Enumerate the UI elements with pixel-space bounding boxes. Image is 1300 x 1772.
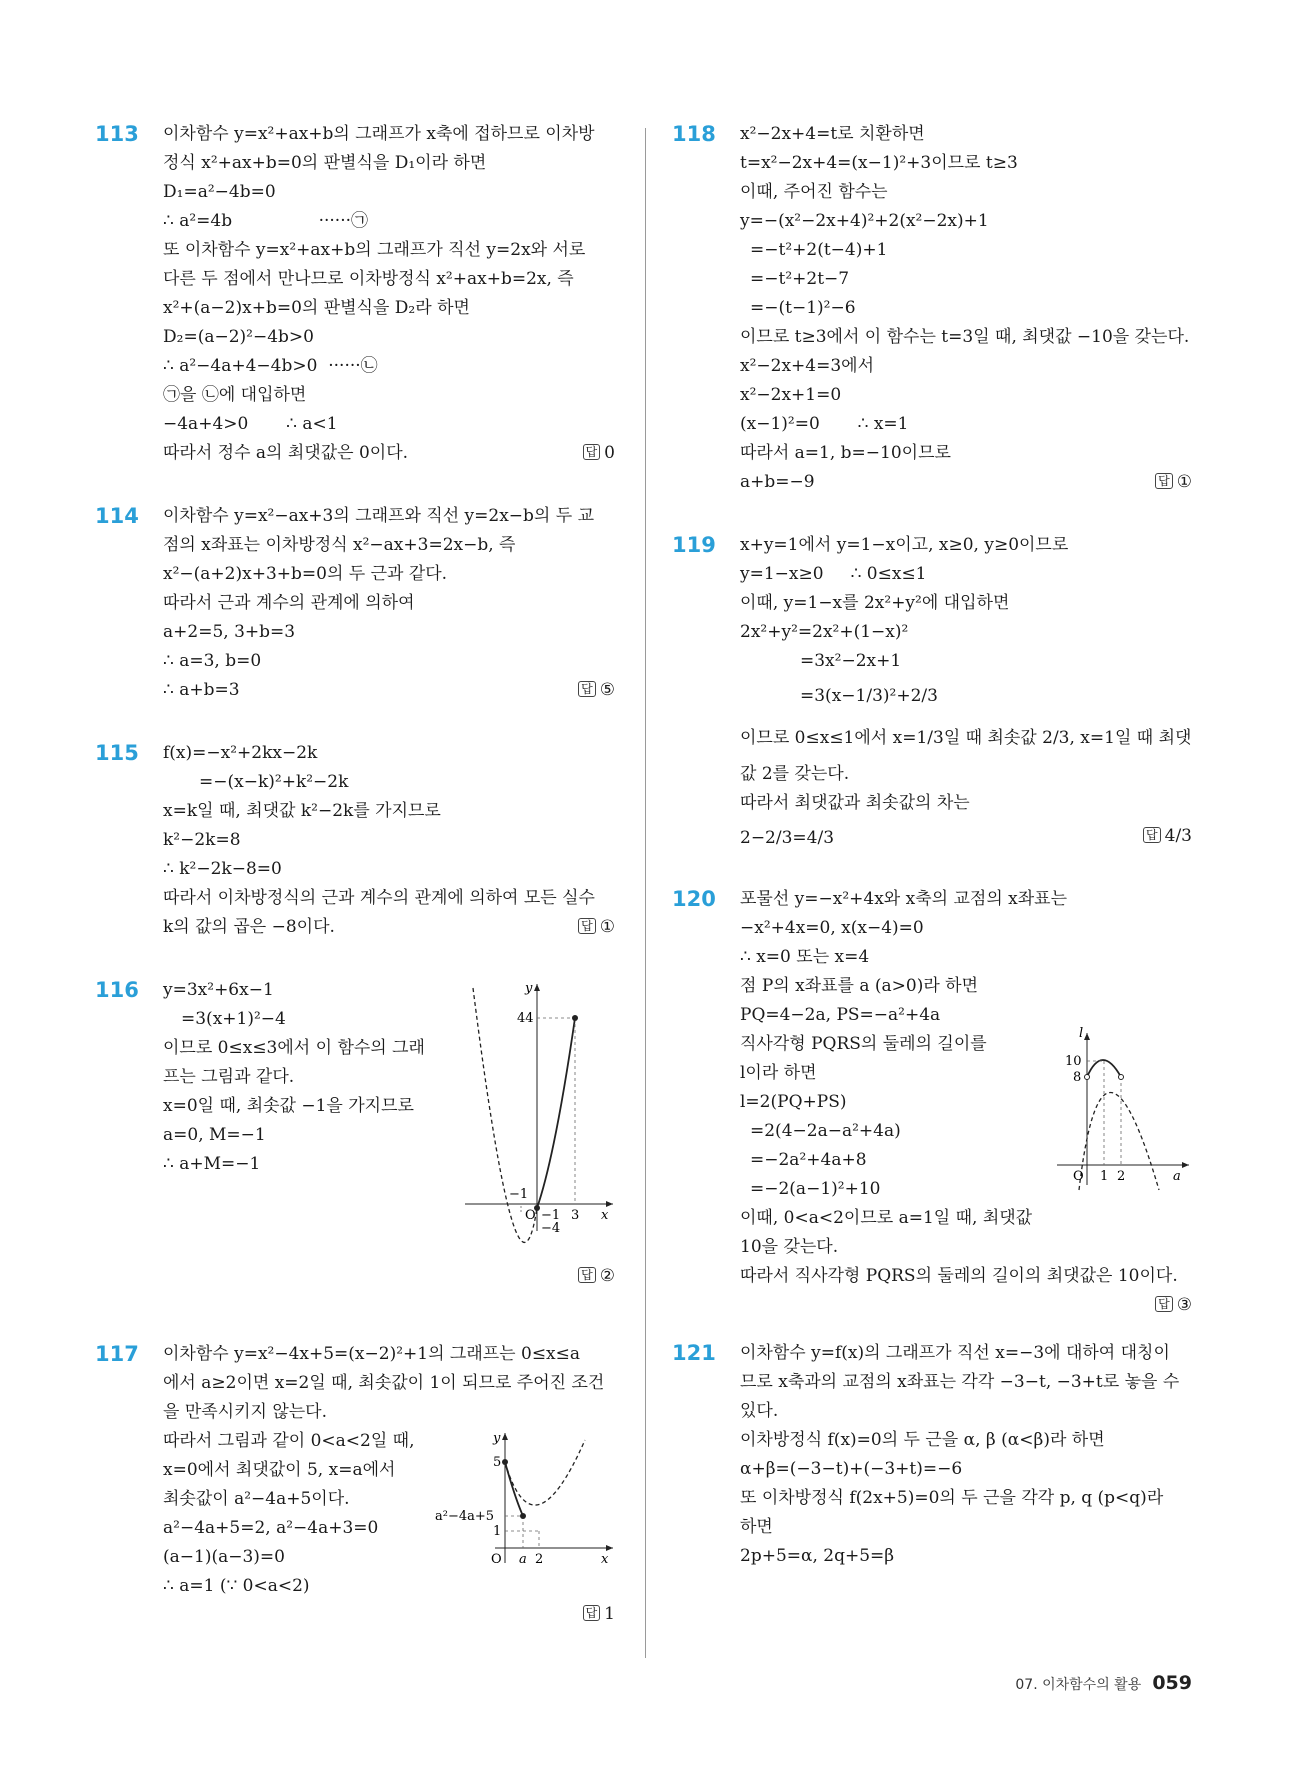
solution-line: 또 이차함수 y=x²+ax+b의 그래프가 직선 y=2x와 서로	[163, 240, 586, 260]
problem-number: 115	[95, 741, 139, 765]
solution-line: 하면	[740, 1517, 773, 1537]
solution-line: 포물선 y=−x²+4x와 x축의 교점의 x좌표는	[740, 889, 1067, 909]
y-axis-arrow-icon	[1084, 1033, 1090, 1040]
solution-line: 따라서 최댓값과 최솟값의 차는	[740, 793, 970, 813]
y-tick-44: 44	[517, 1011, 534, 1026]
solution-line: 따라서 정수 a의 최댓값은 0이다.	[163, 443, 409, 463]
solution-line: 따라서 그림과 같이 0<a<2일 때,	[163, 1431, 415, 1451]
right-column	[672, 120, 1192, 1605]
problem-number: 121	[672, 1341, 716, 1365]
problem-number: 116	[95, 978, 139, 1002]
solution-line: x²+(a−2)x+b=0의 판별식을 D₂라 하면	[163, 298, 470, 318]
y-tick-neg1: −1	[509, 1187, 529, 1202]
graph-117	[435, 1428, 615, 1582]
dashed-parabola	[505, 1440, 585, 1505]
solid-parabola-segment	[537, 1018, 575, 1208]
x-tick-3: 3	[571, 1208, 580, 1223]
answer	[1155, 1291, 1192, 1320]
solution-line: 이때, 주어진 함수는	[740, 182, 888, 202]
solution-line: =−2a²+4a+8	[750, 1150, 867, 1170]
solution-line: ∴ k²−2k−8=0	[163, 859, 282, 879]
page-footer	[1015, 1672, 1192, 1694]
x-tick-2: 2	[535, 1552, 544, 1567]
solution-line: =−t²+2t−7	[750, 269, 850, 289]
solution-line: 있다.	[740, 1401, 779, 1421]
answer	[583, 1600, 615, 1629]
solution-line: 따라서 직사각형 PQRS의 둘레의 길이의 최댓값은 10이다.	[740, 1266, 1178, 1286]
solution-line: x²−2x+1=0	[740, 385, 842, 405]
solution-line: 다른 두 점에서 만나므로 이차방정식 x²+ax+b=2x, 즉	[163, 269, 574, 289]
solution-line: 이차방정식 f(x)=0의 두 근을 α, β (α<β)라 하면	[740, 1430, 1105, 1450]
solution-line: t=x²−2x+4=(x−1)²+3이므로 t≥3	[740, 153, 1018, 173]
x-axis-label: a	[1173, 1169, 1181, 1184]
graph-120	[1057, 1025, 1197, 1199]
problem-114	[95, 502, 615, 705]
problem-113	[95, 120, 615, 468]
origin-label: O	[1073, 1169, 1084, 1184]
problem-116	[95, 976, 615, 1306]
answer-value: ①	[599, 917, 615, 937]
solution-line: α+β=(−3−t)+(−3+t)=−6	[740, 1459, 963, 1479]
solution-line: −4a+4>0 ∴ a<1	[163, 414, 338, 434]
solution-line: y=3x²+6x−1	[163, 980, 274, 1000]
y-tick-10: 10	[1065, 1054, 1082, 1069]
solution-line: (a−1)(a−3)=0	[163, 1547, 285, 1567]
solution-line: x=k일 때, 최댓값 k²−2k를 가지므로	[163, 801, 441, 821]
answer-mark-icon: 답	[583, 444, 601, 460]
solution-line: 2x²+y²=2x²+(1−x)²	[740, 622, 909, 642]
solution-line: 값 2를 갖는다.	[740, 764, 850, 784]
solution-line: =−(t−1)²−6	[750, 298, 856, 318]
problem-number: 113	[95, 122, 139, 146]
solution-line: =2(4−2a−a²+4a)	[750, 1121, 901, 1141]
page-number: 059	[1152, 1672, 1192, 1694]
column-divider	[645, 128, 646, 1658]
solution-line: 따라서 a=1, b=−10이므로	[740, 443, 951, 463]
answer-mark-icon: 답	[583, 1605, 601, 1621]
problem-117	[95, 1340, 615, 1630]
solution-line: y=−(x²−2x+4)²+2(x²−2x)+1	[740, 211, 989, 231]
solution-line: x²−2x+4=3에서	[740, 356, 875, 376]
x-tick-neg1: −1	[541, 1208, 561, 1223]
x-tick-1: 1	[1100, 1169, 1109, 1184]
problem-number: 118	[672, 122, 716, 146]
solution-line: D₂=(a−2)²−4b>0	[163, 327, 314, 347]
solution-line: 2−2/3=4/3	[740, 828, 835, 848]
solution-line: l=2(PQ+PS)	[740, 1092, 847, 1112]
answer-value: ①	[1176, 472, 1192, 492]
open-point-left	[1085, 1075, 1090, 1080]
y-axis-label: y	[525, 981, 533, 996]
solution-line: l이라 하면	[740, 1063, 817, 1083]
solid-parabola-segment	[505, 1462, 523, 1516]
solution-line: a=0, M=−1	[163, 1125, 266, 1145]
solution-line: =3(x+1)²−4	[181, 1009, 286, 1029]
answer-value: ③	[1176, 1295, 1192, 1315]
y-tick-5: 5	[493, 1455, 502, 1470]
solution-line: 이때, 0<a<2이므로 a=1일 때, 최댓값	[740, 1208, 1033, 1228]
solution-line: 프는 그림과 같다.	[163, 1067, 295, 1087]
solution-line: x²−(a+2)x+3+b=0의 두 근과 같다.	[163, 564, 448, 584]
solution-line: 에서 a≥2이면 x=2일 때, 최솟값이 1이 되므로 주어진 조건	[163, 1373, 605, 1393]
endpoint-dot	[572, 1015, 578, 1021]
solution-line: x²−2x+4=t로 치환하면	[740, 124, 925, 144]
solution-line: a+b=−9	[740, 472, 815, 492]
x-tick-a: a	[519, 1552, 527, 1567]
solution-line: 따라서 근과 계수의 관계에 의하여	[163, 593, 415, 613]
problem-118	[672, 120, 1192, 497]
y-axis-arrow-icon	[534, 984, 540, 991]
problem-number: 117	[95, 1342, 139, 1366]
answer-mark-icon: 답	[578, 681, 596, 697]
solution-line: =−t²+2(t−4)+1	[750, 240, 888, 260]
answer-mark-icon: 답	[578, 918, 596, 934]
solution-line: 므로 x축과의 교점의 x좌표는 각각 −3−t, −3+t로 놓을 수	[740, 1372, 1180, 1392]
solution-line: 10을 갖는다.	[740, 1237, 839, 1257]
solution-line: =3x²−2x+1	[800, 651, 902, 671]
x-tick-2: 2	[1117, 1169, 1126, 1184]
solution-line: f(x)=−x²+2kx−2k	[163, 743, 318, 763]
x-axis-arrow-icon	[1182, 1162, 1189, 1168]
solution-line: 최솟값이 a²−4a+5이다.	[163, 1489, 350, 1509]
solution-line: D₁=a²−4b=0	[163, 182, 276, 202]
y-tick-min: a²−4a+5	[435, 1509, 495, 1524]
answer-mark-icon: 답	[1143, 827, 1161, 843]
x-axis-arrow-icon	[606, 1545, 613, 1551]
problem-119	[672, 531, 1192, 851]
solution-line: =3(x−1/3)²+2/3	[800, 686, 938, 706]
origin-label: O	[525, 1208, 536, 1223]
origin-label: O	[491, 1552, 502, 1567]
solution-line: ∴ a²−4a+4−4b>0 ······㉡	[163, 356, 378, 376]
solution-line: ∴ x=0 또는 x=4	[740, 947, 870, 967]
answer	[578, 1262, 615, 1291]
solution-line: y=1−x≥0 ∴ 0≤x≤1	[740, 564, 927, 584]
solution-line: 따라서 이차방정식의 근과 계수의 관계에 의하여 모든 실수	[163, 888, 595, 908]
solution-line: 점의 x좌표는 이차방정식 x²−ax+3=2x−b, 즉	[163, 535, 516, 555]
solution-line: ∴ a=1 (∵ 0<a<2)	[163, 1576, 310, 1596]
solution-line: ∴ a=3, b=0	[163, 651, 262, 671]
open-point-right	[1119, 1075, 1124, 1080]
solution-line: k²−2k=8	[163, 830, 241, 850]
problem-120	[672, 885, 1192, 1315]
solution-line: x=0에서 최댓값이 5, x=a에서	[163, 1460, 396, 1480]
parabola-graph-svg	[435, 1428, 615, 1578]
solution-line: ∴ a²=4b ······㉠	[163, 211, 368, 231]
answer-value: 1	[604, 1604, 615, 1624]
parabola-graph-svg	[1057, 1025, 1197, 1195]
solution-line: =−(x−k)²+k²−2k	[199, 772, 349, 792]
solution-line: ∴ a+b=3	[163, 680, 240, 700]
solution-line: 직사각형 PQRS의 둘레의 길이를	[740, 1034, 987, 1054]
solution-line: (x−1)²=0 ∴ x=1	[740, 414, 909, 434]
y-axis-label: l	[1079, 1026, 1084, 1041]
answer-value: 0	[604, 443, 615, 463]
solution-line: 또 이차방정식 f(2x+5)=0의 두 근을 각각 p, q (p<q)라	[740, 1488, 1164, 1508]
chapter-title: 07. 이차함수의 활용	[1015, 1677, 1142, 1693]
solution-line: −x²+4x=0, x(x−4)=0	[740, 918, 924, 938]
solution-line: 이차함수 y=x²+ax+b의 그래프가 x축에 접하므로 이차방	[163, 124, 595, 144]
solution-line: x+y=1에서 y=1−x이고, x≥0, y≥0이므로	[740, 535, 1069, 555]
solution-line: 이차함수 y=x²−ax+3의 그래프와 직선 y=2x−b의 두 교	[163, 506, 594, 526]
solution-line: 점 P의 x좌표를 a (a>0)라 하면	[740, 976, 979, 996]
solution-line: 이차함수 y=f(x)의 그래프가 직선 x=−3에 대하여 대칭이	[740, 1343, 1170, 1363]
solution-line: 정식 x²+ax+b=0의 판별식을 D₁이라 하면	[163, 153, 487, 173]
answer-mark-icon: 답	[1155, 473, 1173, 489]
solution-line: 이므로 0≤x≤1에서 x=1/3일 때 최솟값 2/3, x=1일 때 최댓	[740, 728, 1192, 748]
solution-line: 이므로 0≤x≤3에서 이 함수의 그래	[163, 1038, 425, 1058]
solution-line: x=0일 때, 최솟값 −1을 가지므로	[163, 1096, 414, 1116]
graph-116	[465, 976, 615, 1240]
x-axis-arrow-icon	[606, 1201, 613, 1207]
answer-value: 4/3	[1164, 826, 1192, 846]
solution-line: k의 값의 곱은 −8이다.	[163, 917, 335, 937]
y-tick-8: 8	[1073, 1070, 1082, 1085]
x-axis-label: x	[601, 1208, 609, 1223]
solution-line: 이므로 t≥3에서 이 함수는 t=3일 때, 최댓값 −10을 갖는다.	[740, 327, 1190, 347]
y-tick-neg4: −4	[541, 1221, 561, 1236]
answer-mark-icon: 답	[1155, 1296, 1173, 1312]
x-axis-label: x	[601, 1552, 609, 1567]
solution-line: ∴ a+M=−1	[163, 1154, 261, 1174]
solution-line: a²−4a+5=2, a²−4a+3=0	[163, 1518, 379, 1538]
problem-121	[672, 1339, 1192, 1571]
solution-line: ㉠을 ㉡에 대입하면	[163, 385, 307, 405]
min-point-dot	[520, 1513, 526, 1519]
problem-number: 114	[95, 504, 139, 528]
left-column	[95, 120, 615, 1664]
answer-value: ②	[599, 1266, 615, 1286]
solution-line: =−2(a−1)²+10	[750, 1179, 881, 1199]
max-point-dot	[502, 1459, 508, 1465]
answer-value: ⑤	[599, 680, 615, 700]
solution-line: 을 만족시키지 않는다.	[163, 1402, 328, 1422]
solution-line: a+2=5, 3+b=3	[163, 622, 296, 642]
problem-115	[95, 739, 615, 942]
y-tick-1: 1	[493, 1524, 502, 1539]
solution-line: 2p+5=α, 2q+5=β	[740, 1546, 895, 1566]
answer-mark-icon: 답	[578, 1267, 596, 1283]
y-axis-arrow-icon	[502, 1433, 508, 1440]
solution-line: PQ=4−2a, PS=−a²+4a	[740, 1005, 941, 1025]
problem-number: 119	[672, 533, 716, 557]
y-axis-label: y	[493, 1431, 501, 1446]
solution-line: 이차함수 y=x²−4x+5=(x−2)²+1의 그래프는 0≤x≤a	[163, 1344, 581, 1364]
parabola-graph-svg	[465, 976, 615, 1236]
solution-line: 이때, y=1−x를 2x²+y²에 대입하면	[740, 593, 1010, 613]
problem-number: 120	[672, 887, 716, 911]
